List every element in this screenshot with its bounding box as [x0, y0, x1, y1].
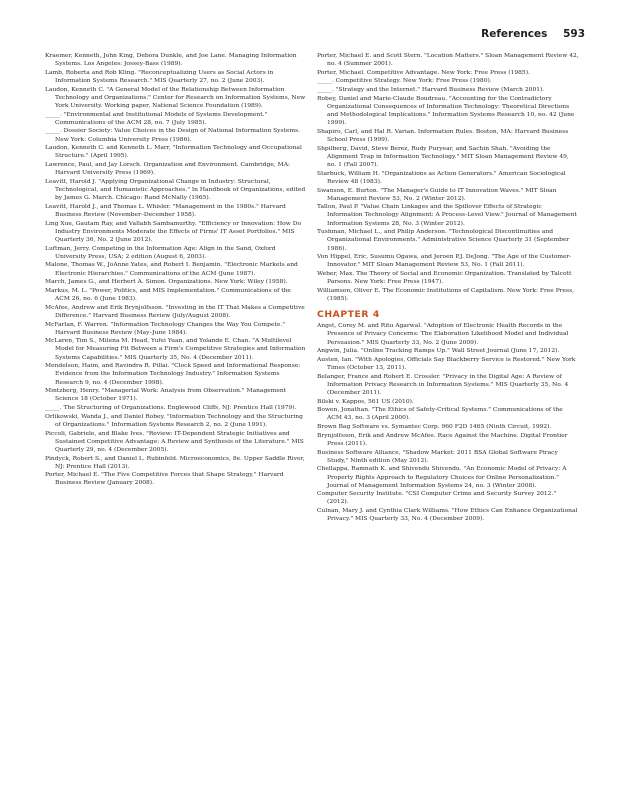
reference-entry: _____. Dossier Society: Value Choices in the Design of National Information Systems. New York: Columbia University Press (1986). [45, 127, 301, 143]
reference-entry: Tallon, Paul P. "Value Chain Linkages and the Spillover Effects of Strategic Information Technology Alignment: A Process-Level View." Journal of Management Information Systems 28, No. 3 (Winter 2012). [317, 203, 577, 227]
reference-entry: Shpilberg, David, Steve Berez, Rudy Puryear, and Sachin Shah. "Avoiding the Alignment Trap in Information Technology." MIT Sloan Management Review 49, no. 1 (Fall 2007). [317, 144, 569, 169]
reference-entry: Tushman, Michael L., and Philip Anderson. "Technological Discontinuities and Organizational Environments." Administrative Science Quarterly 31 (September 1986). [317, 228, 570, 252]
reference-entry: Markus, M. L. "Power, Politics, and MIS Implementation." Communications of the ACM 26, no. 6 (June 1983). [45, 286, 291, 303]
reference-entry: Bowen, Jonathan. "The Ethics of Safety-Critical Systems." Communications of the ACM 43, no. 3 (April 2000). [317, 406, 563, 422]
reference-entry: Mendelson, Haim, and Ravindra R. Pillai. "Clock Speed and Informational Response: Evidence from the Information Technology Industry." Information Systems Research 9, no. 4 (December 1998). [45, 362, 301, 386]
reference-entry: Weber, Max. The Theory of Social and Economic Organization. Translated by Talcott Parsons. New York: Free Press (1947). [317, 270, 572, 286]
right-reference-column [317, 52, 579, 524]
chapter-heading: CHAPTER 4 [317, 309, 380, 321]
reference-entry: Mintzberg, Henry. "Managerial Work: Analysis from Observation." Management Science 18 (October 1971). [45, 387, 287, 403]
reference-entry: Brown Bag Software vs. Symantec Corp. 960 F2D 1465 (Ninth Circuit, 1992). [317, 423, 552, 431]
reference-entry: Orlikowski, Wanda J., and Daniel Robey. "Information Technology and the Structuring of Organizations." Information Systems Research 2, no. 2 (June 1991). [45, 412, 303, 428]
reference-entry: Robey, Daniel and Marie-Claude Boudreau. "Accounting for the Contradictory Organizational Consequences of Information Technology: Theoretical Directions and Methodological Implications." Information Systems Research 10, no. 42 (June 1999). [317, 94, 575, 127]
section-title: References [481, 28, 548, 40]
reference-entry: Kraemer, Kenneth, John King, Debora Dunkle, and Joe Lane. Managing Information Systems. Los Angeles: Jossey-Bass (1989). [45, 52, 297, 68]
reference-entry: Laudon, Kenneth C. "A General Model of the Relationship Between Information Technology and Organizations." Center for Research on Information Systems, New York University. Working paper, National Science Foundation (1989). [45, 85, 306, 109]
reference-entry: Von Hippel, Eric, Susumu Ogawa, and Jeroen P.J. DeJong. "The Age of the Customer-Innovator." MIT Sloan Management Review 53, No. 1 (Fall 2011). [317, 253, 572, 269]
reference-entry: McFarlan, F. Warren. "Information Technology Changes the Way You Compete." Harvard Business Review (May–June 1984). [45, 320, 285, 336]
reference-entry: Culnan, Mary J. and Cynthia Clark Williams. "How Ethics Can Enhance Organizational Privacy." MIS Quarterly 33, No. 4 (December 2009). [317, 507, 578, 523]
reference-list-continued [317, 52, 579, 303]
reference-entry: Piccoli, Gabriele, and Blake Ives. "Review: IT-Dependent Strategic Initiatives and Sustained Competitive Advantage: A Review and Synthesis of the Literature." MIS Quarterly 29, no. 4 (December 2005). [45, 429, 304, 453]
reference-entry: McLaren, Tim S., Milena M. Head, Yufei Yuan, and Yolande E. Chan. "A Multilevel Model for Measuring Fit Between a Firm's Competitive Strategies and Information Systems Capabilities." MIS Quarterly 35, No. 4 (December 2011). [45, 337, 306, 361]
reference-entry: Porter, Michael. Competitive Advantage. New York: Free Press (1985). [317, 68, 530, 76]
reference-entry: Computer Security Institute. "CSI Computer Crime and Security Survey 2012." (2012). [317, 490, 557, 506]
reference-entry: _____. "Environmental and Institutional Models of Systems Development." Communications of the ACM 28, no. 7 (July 1985). [45, 110, 268, 126]
reference-entry: _____. "Strategy and the Internet." Harvard Business Review (March 2001). [317, 86, 545, 94]
reference-entry: Luftman, Jerry. Competing in the Information Age: Align in the Sand, Oxford University Press, USA; 2 edition (August 6, 2003). [45, 244, 276, 260]
reference-entry: Brynjolfsson, Erik and Andrew McAfee. Race Against the Machine. Digital Frontier Press (2011). [317, 431, 568, 447]
reference-entry: Porter, Michael E. "The Five Competitive Forces that Shape Strategy." Harvard Business Review (January 2008). [45, 471, 284, 487]
reference-entry: Business Software Alliance, "Shadow Market: 2011 BSA Global Software Piracy Study," Ninth edition (May 2012). [317, 448, 558, 464]
reference-entry: _____. Competitive Strategy. New York: Free Press (1980). [317, 77, 492, 85]
reference-entry: Austen, Ian. "With Apologies, Officials Say Blackberry Service is Restored." New York Times (October 13, 2011). [317, 355, 576, 371]
left-reference-column [45, 52, 307, 488]
reference-entry: Ling Xue, Gautam Ray, and Vallabh Sambamurthy. "Efficiency or Innovation: How Do Industry Environments Moderate the Effects of Firms' IT Asset Portfolios." MIS Quarterly 36, No. 2 (June 2012). [45, 219, 302, 243]
reference-entry: Bilski v. Kappos, 561 US (2010). [317, 397, 414, 405]
reference-entry: McAfee, Andrew and Erik Brynjolfsson. "Investing in the IT That Makes a Competitive Difference." Harvard Business Review (July/August 2008). [45, 303, 305, 319]
running-head [481, 28, 585, 40]
reference-entry: Pindyck, Robert S., and Daniel L. Rubinfeld. Microeconomics, 8e. Upper Saddle River, NJ: Prentice Hall (2013). [45, 454, 305, 470]
reference-entry: Leavitt, Harold J. "Applying Organizational Change in Industry: Structural, Technological, and Humanistic Approaches." In Handbook of Organizations, edited by James G. March. Chicago: Rand McNally (1965). [45, 177, 306, 202]
reference-entry: Chellappa, Ramnath K. and Shivendu Shivendu. "An Economic Model of Privacy: A Property Rights Approach to Regulatory Choices for Online Personalization." Journal of Management Information Systems 24, no. 3 (Winter 2008). [317, 465, 567, 489]
reference-entry: Belanger, France and Robert E. Crossler. "Privacy in the Digital Age: A Review of Information Privacy Research in Information Systems." MIS Quarterly 35, No. 4 (December 2011). [317, 372, 569, 396]
reference-entry: Lamb, Roberta and Rob Kling. "Reconceptualizing Users as Social Actors in Information Systems Research." MIS Quarterly 27, no. 2 (June 2003). [45, 68, 274, 84]
reference-entry: _____. The Structuring of Organizations. Englewood Cliffs, NJ: Prentice Hall (1979). [45, 404, 297, 412]
reference-entry: Laudon, Kenneth C. and Kenneth L. Marr, "Information Technology and Occupational Structure." (April 1995). [45, 144, 302, 160]
reference-entry: Starbuck, William H. "Organizations as Action Generators." American Sociological Review 48 (1983). [317, 169, 566, 185]
reference-entry: Lawrence, Paul, and Jay Lorsch. Organization and Environment. Cambridge, MA: Harvard University Press (1969). [45, 161, 291, 177]
reference-entry: Angwin, Julia. "Online Tracking Ramps Up." Wall Street Journal (June 17, 2012). [317, 347, 560, 355]
reference-entry: Leavitt, Harold J., and Thomas L. Whisler. "Management in the 1980s." Harvard Business Review (November–December 1958). [45, 202, 286, 218]
reference-entry: Porter, Michael E. and Scott Stern. "Location Matters." Sloan Management Review 42, no. 4 (Summer 2001). [317, 52, 579, 68]
page-number: 593 [563, 28, 585, 40]
reference-entry: March, James G., and Herbert A. Simon. Organizations. New York: Wiley (1958). [45, 278, 288, 286]
reference-list-chapter-4 [317, 322, 579, 523]
reference-entry: Malone, Thomas W., JoAnne Yates, and Robert I. Benjamin. "Electronic Markets and Electronic Hierarchies." Communications of the ACM (June 1987). [45, 261, 298, 277]
reference-entry: Williamson, Oliver E. The Economic Institutions of Capitalism. New York: Free Press, (1985). [317, 286, 575, 303]
reference-entry: Angst, Corey M. and Ritu Agarwal. "Adoption of Electronic Health Records in the Presence of Privacy Concerns: The Elaboration Likelihood Model and Individual Persuasion." MIS Quarterly 33, No. 2 (June 2009). [317, 322, 569, 346]
reference-entry: Shapiro, Carl, and Hal R. Varian. Information Rules. Boston, MA: Harvard Business School Press (1999). [317, 127, 569, 144]
reference-entry: Swanson, E. Burton. "The Manager's Guide to IT Innovation Waves." MIT Sloan Management Review 53, No. 2 (Winter 2012). [317, 186, 557, 202]
